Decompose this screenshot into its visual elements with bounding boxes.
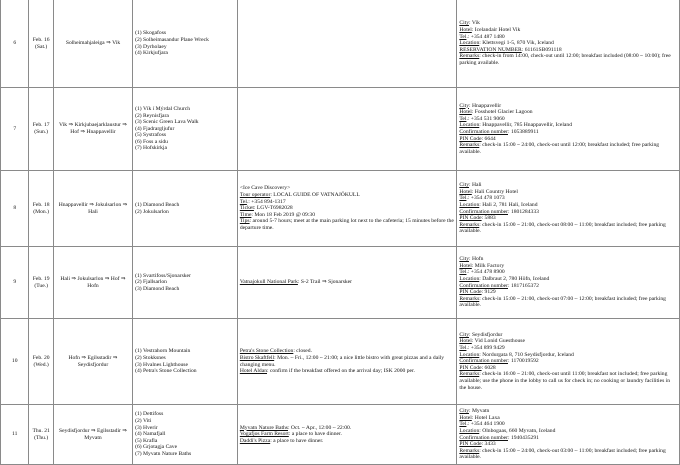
notes-line bbox=[240, 355, 455, 368]
hotel-label: Remarks bbox=[459, 53, 480, 60]
hotel-line bbox=[459, 195, 677, 202]
hotel-cell bbox=[457, 171, 680, 247]
hotel-label: PIN Code bbox=[459, 289, 482, 296]
sights-cell bbox=[133, 247, 238, 319]
date-text: Feb. 20 bbox=[32, 354, 50, 361]
hotel-label: Remarks bbox=[459, 447, 480, 454]
notes-label: Bistro Skaftfell bbox=[239, 354, 275, 361]
sight-item: (3) Diamond Beach bbox=[135, 285, 180, 292]
notes-label: Tour operator bbox=[239, 192, 271, 199]
weekday-text: (Wed.) bbox=[33, 361, 49, 368]
hotel-line bbox=[459, 371, 677, 391]
hotel-label: Location bbox=[459, 275, 480, 282]
hotel-label: City bbox=[459, 256, 469, 263]
table-row bbox=[1, 88, 680, 171]
hotel-label: City bbox=[459, 408, 469, 415]
arrow-icon: ⇒ bbox=[78, 129, 87, 135]
hotel-label: Remarks bbox=[459, 371, 480, 378]
sight-item: (2) Solheimasandur Plane Wreck bbox=[135, 36, 209, 43]
route-stop: Myvatn bbox=[84, 434, 102, 441]
hotel-label: Hotel bbox=[459, 414, 472, 421]
hotel-line bbox=[459, 276, 677, 283]
hotel-value: : Hali Country Hotel bbox=[471, 188, 518, 195]
sight-item: (5) Krafla bbox=[135, 437, 158, 444]
notes-label: Tips bbox=[239, 218, 250, 225]
hotel-value: : Myvatn bbox=[469, 408, 490, 415]
hotel-label: RESERVATION NUMBER bbox=[459, 46, 522, 53]
hotel-value: : check-in 16:00 ~ 21:00, check-out until 11:00; breakfast not included; free parking available; use the phone in the lobby to call us for check in; no cooking or laundry facilities in the house. bbox=[459, 371, 670, 391]
hotel-line bbox=[459, 109, 677, 116]
hotel-line bbox=[459, 40, 677, 47]
hotel-line bbox=[459, 338, 677, 345]
date-cell bbox=[29, 171, 53, 247]
sight-item: (7) Hofskirkja bbox=[135, 145, 167, 152]
notes-label: Daddi's Pizza bbox=[239, 437, 271, 444]
notes-line bbox=[240, 348, 455, 355]
weekday-text: (Tue.) bbox=[34, 282, 48, 289]
hotel-value: : Icelandair Hotel Vik bbox=[471, 27, 521, 34]
hotel-cell bbox=[457, 0, 680, 88]
sight-item: (4) Namafjall bbox=[135, 431, 166, 438]
route-cell bbox=[53, 319, 132, 405]
day-number: 6 bbox=[1, 0, 29, 88]
notes-value: : Mon. ~ Fri., 12:00 ~ 21:00; a nice little bistro with great pizzas and a daily changing menu. bbox=[239, 354, 445, 368]
notes-value: : around 5-7 hours; meet at the main parking lot next to the cafeteria; 15 minutes before the departure time. bbox=[239, 218, 454, 231]
day-number: 8 bbox=[1, 171, 29, 247]
hotel-value: : Milk Factory bbox=[471, 262, 505, 269]
route-stop: Hali bbox=[60, 275, 71, 282]
hotel-label: Hotel bbox=[459, 262, 472, 269]
date-text: Feb. 19 bbox=[32, 275, 50, 282]
arrow-icon: ⇒ bbox=[79, 354, 88, 361]
notes-value: : S-2 Trail ⇒ Sjonarsker bbox=[297, 279, 353, 286]
hotel-value: : check-in 15:00 ~ 24:00, check-out 03:00 ~ 11:00; breakfast included; free parking available. bbox=[459, 447, 666, 461]
hotel-line bbox=[459, 435, 677, 442]
hotel-label: PIN Code bbox=[459, 364, 482, 371]
hotel-value: : Hofn bbox=[469, 256, 484, 263]
notes-line bbox=[240, 192, 455, 199]
route-stop: Seydisfjordur bbox=[59, 427, 90, 434]
sight-item: (3) Scenic Green Lava Walk bbox=[135, 119, 199, 126]
sight-item: (2) Reynisfjara bbox=[135, 112, 169, 119]
sight-item: (1) Vestrahorn Mountain bbox=[135, 348, 191, 355]
notes-value: : Oct. ~ Apr., 12:00 ~ 22:00. bbox=[287, 424, 352, 431]
hotel-value: .: +354 487 1480 bbox=[466, 33, 505, 40]
date-text: Feb. 16 bbox=[32, 36, 50, 43]
hotel-value: : Seydisfjordur bbox=[469, 331, 503, 338]
hotel-line bbox=[459, 215, 677, 222]
hotel-value: : 9129 bbox=[481, 289, 496, 296]
hotel-value: : 3433 bbox=[481, 441, 496, 448]
route-stop: Egilsstadir bbox=[96, 427, 121, 434]
hotel-label: Location bbox=[459, 201, 480, 208]
hotel-label: Remarks bbox=[459, 295, 480, 302]
arrow-icon: ⇒ bbox=[119, 275, 126, 282]
arrow-icon: ⇒ bbox=[104, 40, 113, 47]
route-stop: Solheimahjaleiga bbox=[65, 40, 105, 47]
hotel-label: PIN Code bbox=[459, 215, 482, 222]
hotel-value: : Hotel Laxa bbox=[471, 414, 500, 421]
notes-cell bbox=[237, 0, 457, 88]
hotel-value: .: +354 464 1900 bbox=[466, 421, 505, 428]
hotel-line bbox=[459, 345, 677, 352]
route-cell bbox=[53, 405, 132, 465]
notes-cell bbox=[237, 171, 457, 247]
hotel-line bbox=[459, 441, 677, 448]
hotel-value: : check-in 15:00 ~ 24:00, check-out until 12:00; breakfast included; free parking available. bbox=[459, 142, 660, 155]
hotel-label: Confirmation number bbox=[459, 282, 508, 289]
arrow-icon: ⇒ bbox=[120, 427, 127, 434]
hotel-value: .: +354 531 9060 bbox=[466, 115, 505, 122]
day-number: 10 bbox=[1, 319, 29, 405]
hotel-line bbox=[459, 20, 677, 27]
notes-cell bbox=[237, 319, 457, 405]
route-stop: Vik bbox=[59, 122, 68, 129]
route-stop: Hof bbox=[110, 275, 120, 282]
sights-cell bbox=[133, 405, 238, 465]
route-stop: Hof bbox=[70, 129, 79, 135]
sight-item: (3) Hverir bbox=[135, 424, 158, 431]
hotel-value: : 1801284333 bbox=[508, 208, 539, 215]
notes-cell bbox=[237, 88, 457, 171]
hotel-line bbox=[459, 53, 677, 66]
route-stop: Hali bbox=[88, 208, 98, 215]
hotel-value: : check-in from 14:00, check-out until 12:00; breakfast included (08:00 ~ 10:00); free parking available. bbox=[459, 53, 671, 66]
day-number: 7 bbox=[1, 88, 29, 171]
hotel-value: : 1817165372 bbox=[508, 282, 539, 289]
hotel-label: Tel bbox=[459, 115, 467, 122]
notes-cell bbox=[237, 247, 457, 319]
hotel-line bbox=[459, 415, 677, 422]
hotel-line bbox=[459, 189, 677, 196]
notes-label: Vatnajokull National Park bbox=[239, 279, 298, 286]
route-cell bbox=[53, 88, 132, 171]
hotel-line bbox=[459, 269, 677, 276]
hotel-label: Location bbox=[459, 427, 480, 434]
hotel-label: Hotel bbox=[459, 188, 472, 195]
day-number: 11 bbox=[1, 405, 29, 465]
route-stop: Egilsstadir bbox=[87, 354, 112, 361]
hotel-label: PIN Code bbox=[459, 135, 482, 142]
date-cell bbox=[29, 0, 53, 88]
route-stop: Jokulsarlon bbox=[77, 275, 104, 282]
weekday-text: (Sun.) bbox=[34, 129, 49, 135]
notes-label: Vogafjos Farm Resort bbox=[239, 431, 289, 438]
hotel-value: : Fosshotel Glacier Lagoon bbox=[471, 109, 533, 116]
table-row bbox=[1, 171, 680, 247]
hotel-value: : 61161SB091118 bbox=[521, 46, 562, 53]
notes-value: : a place to have dinner. bbox=[288, 431, 342, 438]
hotel-line bbox=[459, 116, 677, 123]
sight-item: (4) Kirkjufjara bbox=[135, 50, 168, 57]
route-cell bbox=[53, 247, 132, 319]
hotel-line bbox=[459, 358, 677, 365]
hotel-value: : check-in 15:00 ~ 21:00, check-out 08:00 ~ 11:00; breakfast included; free parking available. bbox=[459, 221, 666, 235]
hotel-line bbox=[459, 27, 677, 34]
notes-line bbox=[240, 205, 455, 212]
hotel-value: : Nordurgata 8, 710 Seydisfjordur, Iceland bbox=[479, 351, 574, 358]
sight-item: (1) Skogafoss bbox=[135, 30, 167, 37]
sights-cell bbox=[133, 0, 238, 88]
sight-item: (2) Jokulsarlon bbox=[135, 208, 169, 215]
hotel-label: Tel bbox=[459, 195, 467, 202]
hotel-line bbox=[459, 332, 677, 339]
weekday-text: (Thu.) bbox=[34, 434, 49, 441]
sight-item: (2) Fjallsarlon bbox=[135, 279, 167, 286]
route-stop: Hnappavellir bbox=[86, 129, 116, 135]
sights-cell bbox=[133, 88, 238, 171]
hotel-label: Confirmation number bbox=[459, 434, 508, 441]
date-text: Thu. 21 bbox=[32, 427, 50, 434]
notes-label: Hotel Aldan bbox=[239, 368, 267, 375]
hotel-line bbox=[459, 296, 677, 309]
notes-value: : LGV-T6982028 bbox=[253, 205, 293, 212]
hotel-label: Location bbox=[459, 40, 480, 47]
sight-item: (4) Petra's Stone Collection bbox=[135, 368, 197, 375]
notes-line bbox=[240, 368, 455, 375]
arrow-icon: ⇒ bbox=[103, 275, 111, 282]
hotel-value: : Hnappavellir bbox=[469, 102, 502, 109]
hotel-value: : 6644 bbox=[481, 135, 496, 142]
hotel-label: Confirmation number bbox=[459, 358, 508, 365]
hotel-value: : Olnbogaas, 660 Myvatn, Iceland bbox=[479, 427, 556, 434]
hotel-value: : Vid Lonid Guesthouse bbox=[471, 338, 525, 345]
hotel-value: : 6028 bbox=[481, 364, 496, 371]
sight-item: (5) Systrafoss bbox=[135, 132, 167, 139]
hotel-cell bbox=[457, 88, 680, 171]
route-stop: Jokulsarlon bbox=[95, 201, 122, 208]
hotel-line bbox=[459, 34, 677, 41]
hotel-line bbox=[459, 256, 677, 263]
hotel-line bbox=[459, 142, 677, 155]
hotel-value: .: +354 899 9429 bbox=[466, 345, 505, 352]
arrow-icon: ⇒ bbox=[87, 201, 96, 208]
hotel-line bbox=[459, 209, 677, 216]
notes-label: Petra's Stone Collection bbox=[239, 348, 294, 355]
hotel-line bbox=[459, 122, 677, 129]
notes-label: Tel bbox=[239, 198, 247, 205]
hotel-value: : 5883 bbox=[481, 215, 496, 222]
hotel-value: : Dalbraut 2, 780 Höfn, Iceland bbox=[479, 275, 550, 282]
hotel-line bbox=[459, 408, 677, 415]
notes-label: Myvatn Nature Baths bbox=[239, 424, 288, 431]
notes-value: : closed. bbox=[293, 348, 312, 355]
hotel-label: Tel bbox=[459, 421, 467, 428]
sight-item: (7) Myvatn Nature Baths bbox=[135, 450, 192, 457]
sight-item: (1) Diamond Beach bbox=[135, 201, 180, 208]
notes-value: : LOCAL GUIDE OF VATNAJÖKULL bbox=[270, 192, 360, 199]
hotel-label: Remarks bbox=[459, 142, 480, 149]
hotel-label: Remarks bbox=[459, 221, 480, 228]
route-stop: Hnappavellir bbox=[58, 201, 88, 208]
arrow-icon: ⇒ bbox=[120, 122, 127, 129]
notes-line bbox=[240, 199, 455, 206]
hotel-label: Tel bbox=[459, 33, 467, 40]
hotel-line bbox=[459, 448, 677, 461]
hotel-value: : 1053889911 bbox=[508, 129, 539, 135]
route-cell bbox=[53, 0, 132, 88]
hotel-value: : 1940435291 bbox=[508, 434, 539, 441]
hotel-cell bbox=[457, 319, 680, 405]
weekday-text: (Sat.) bbox=[35, 43, 48, 50]
hotel-value: .: +354 478 8900 bbox=[466, 269, 505, 276]
notes-cell bbox=[237, 405, 457, 465]
notes-value: <Ice Cave Discovery> bbox=[239, 185, 291, 192]
date-cell bbox=[29, 247, 53, 319]
hotel-value: : Hali bbox=[469, 182, 482, 189]
hotel-label: Tel bbox=[459, 345, 467, 352]
arrow-icon: ⇒ bbox=[89, 427, 97, 434]
arrow-icon: ⇒ bbox=[121, 201, 128, 208]
hotel-value: .: +354 478 1073 bbox=[466, 195, 505, 202]
sight-item: (3) Hvalnes Lighthouse bbox=[135, 361, 188, 368]
sights-cell bbox=[133, 171, 238, 247]
notes-line bbox=[240, 279, 455, 286]
hotel-label: Location bbox=[459, 351, 480, 358]
notes-value: .: +354 894-1317 bbox=[246, 198, 286, 205]
hotel-label: Hotel bbox=[459, 27, 472, 34]
hotel-value: : Hali 2, 781 Hali, Iceland bbox=[479, 201, 538, 208]
table-row bbox=[1, 319, 680, 405]
hotel-line bbox=[459, 202, 677, 209]
route-cell bbox=[53, 171, 132, 247]
notes-label: Ticket bbox=[239, 205, 254, 212]
notes-label: Time bbox=[239, 211, 252, 218]
route-stop: Hofn bbox=[68, 354, 80, 361]
route-stop: Kirkjubaejarklaustur bbox=[74, 122, 121, 129]
sight-item: (6) Foss a sidu bbox=[135, 138, 168, 145]
sight-item: (1) Svartifoss/Sjonarsker bbox=[135, 272, 191, 279]
table-row bbox=[1, 405, 680, 465]
date-cell bbox=[29, 405, 53, 465]
hotel-label: Hotel bbox=[459, 338, 472, 345]
hotel-line bbox=[459, 182, 677, 189]
route-stop: Seydisfjordur bbox=[77, 361, 109, 368]
hotel-value: : check-in 15:00 ~ 21:00, check-out 07:00 ~ 12:00; breakfast included; free parking available. bbox=[459, 295, 666, 309]
table-row bbox=[1, 247, 680, 319]
sight-item: (1) Dettifoss bbox=[135, 411, 164, 418]
hotel-line bbox=[459, 129, 677, 136]
hotel-label: Hotel bbox=[459, 109, 472, 116]
arrow-icon: ⇒ bbox=[111, 354, 118, 361]
notes-value: : a place to have dinner. bbox=[270, 437, 324, 444]
hotel-label: Location bbox=[459, 122, 480, 129]
hotel-cell bbox=[457, 247, 680, 319]
sight-item: (3) Dyrholaey bbox=[135, 43, 167, 50]
date-cell bbox=[29, 88, 53, 171]
hotel-label: City bbox=[459, 20, 469, 27]
arrow-icon: ⇒ bbox=[70, 275, 78, 282]
notes-line bbox=[240, 218, 455, 231]
hotel-line bbox=[459, 428, 677, 435]
date-cell bbox=[29, 319, 53, 405]
notes-value: : confirm if the breakfast offered on the arrival day; ISK 2000 per. bbox=[267, 368, 415, 375]
hotel-line bbox=[459, 263, 677, 270]
notes-value: : Mon 18 Feb 2019 @ 09:30 bbox=[251, 211, 315, 218]
hotel-label: PIN Code bbox=[459, 441, 482, 448]
table-row bbox=[1, 0, 680, 88]
hotel-label: City bbox=[459, 331, 469, 338]
hotel-label: Confirmation number bbox=[459, 208, 508, 215]
weekday-text: (Mon.) bbox=[33, 208, 49, 215]
hotel-line bbox=[459, 283, 677, 290]
hotel-value: : Vik bbox=[469, 20, 480, 27]
arrow-icon: ⇒ bbox=[67, 122, 75, 129]
hotel-label: City bbox=[459, 102, 469, 109]
sight-item: (2) Viti bbox=[135, 418, 152, 425]
sight-item: (2) Stokksnes bbox=[135, 354, 166, 361]
hotel-label: City bbox=[459, 182, 469, 189]
hotel-value: : 1170019592 bbox=[508, 358, 539, 365]
hotel-line bbox=[459, 421, 677, 428]
sight-item: (1) Vík í Mýrdal Church bbox=[135, 105, 191, 112]
sight-item: (6) Grjotagja Cave bbox=[135, 444, 178, 451]
hotel-label: Tel bbox=[459, 269, 467, 276]
hotel-value: : Klettsvegi 1-5, 870 Vik, Iceland bbox=[479, 40, 554, 47]
route-stop: Hofn bbox=[87, 282, 99, 289]
hotel-line bbox=[459, 222, 677, 235]
hotel-value: : Hnappavellir, 785 Hnappavellir, Iceland bbox=[479, 122, 572, 129]
notes-line bbox=[240, 431, 455, 438]
notes-line bbox=[240, 438, 455, 445]
route-stop: Vik bbox=[112, 40, 121, 47]
sights-cell bbox=[133, 319, 238, 405]
day-number: 9 bbox=[1, 247, 29, 319]
date-text: Feb. 18 bbox=[32, 201, 50, 208]
date-text: Feb. 17 bbox=[32, 122, 50, 129]
hotel-label: Confirmation number bbox=[459, 129, 508, 135]
sight-item: (4) Fjadrargljufur bbox=[135, 125, 175, 132]
hotel-line bbox=[459, 289, 677, 296]
hotel-line bbox=[459, 103, 677, 110]
hotel-cell bbox=[457, 405, 680, 465]
itinerary-body bbox=[1, 0, 680, 465]
